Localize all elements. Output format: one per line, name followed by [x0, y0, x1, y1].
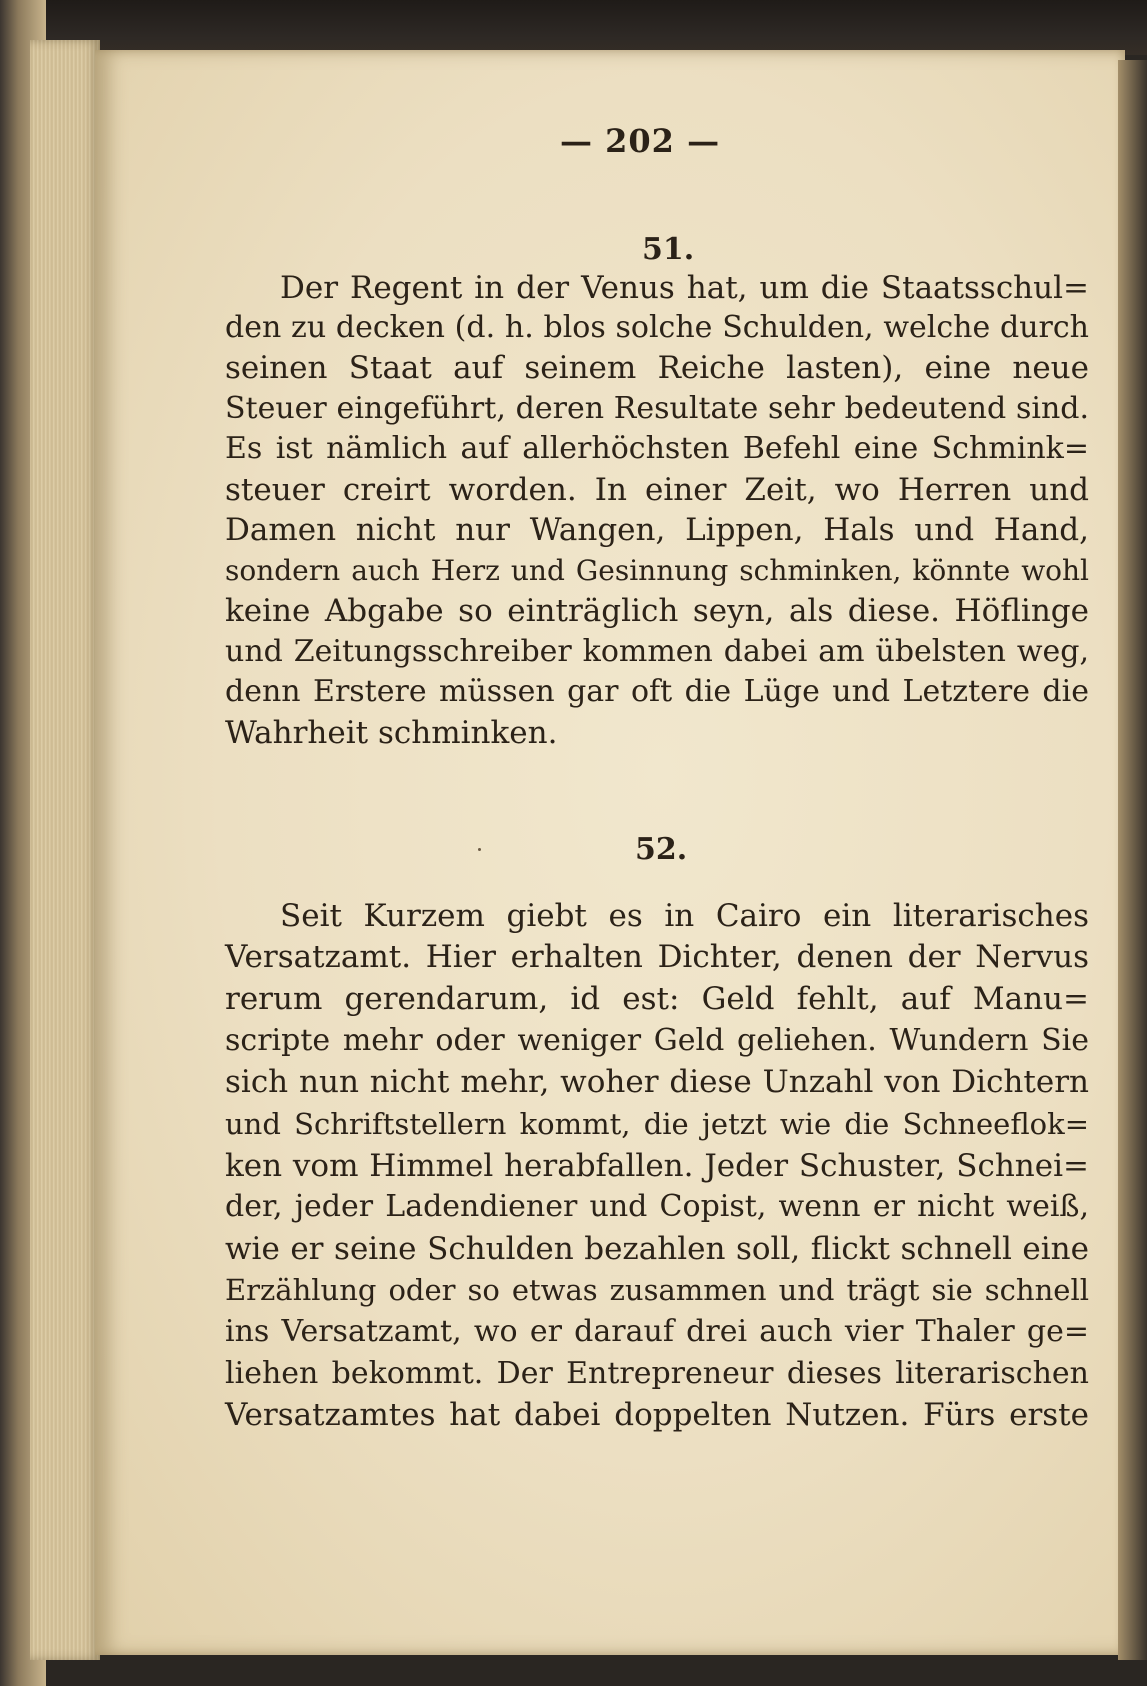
text-line: und Zeitungsschreiber kommen dabei am übelsten weg,: [225, 634, 1089, 669]
text-line: liehen bekommt. Der Entrepreneur dieses literarischen: [225, 1356, 1089, 1391]
text-line: Versatzamtes hat dabei doppelten Nutzen. Fürs erste: [225, 1397, 1089, 1433]
top-shadow: [0, 0, 1147, 55]
page-stack-edge: [30, 40, 100, 1660]
section-number-52: 52.: [635, 832, 688, 867]
text-line: ins Versatzamt, wo er darauf drei auch vier Thaler ge=: [225, 1314, 1089, 1349]
text-line: denn Erstere müssen gar oft die Lüge und Letztere die: [225, 674, 1089, 709]
text-line: Versatzamt. Hier erhalten Dichter, denen der Nervus: [225, 939, 1089, 975]
paper-speck: [478, 848, 481, 851]
text-line: Erzählung oder so etwas zusammen und trägt sie schnell: [225, 1273, 1089, 1307]
text-line: sich nun nicht mehr, woher diese Unzahl von Dichtern: [225, 1064, 1089, 1100]
right-page-edge: [1118, 60, 1147, 1660]
section-number-51: 51.: [642, 232, 695, 267]
text-line: Es ist nämlich auf allerhöchsten Befehl eine Schmink=: [225, 431, 1089, 466]
text-line: sondern auch Herz und Gesinnung schminken, könnte wohl: [225, 554, 1089, 587]
text-line: scripte mehr oder weniger Geld geliehen. Wundern Sie: [225, 1023, 1089, 1058]
text-line: ken vom Himmel herabfallen. Jeder Schuster, Schnei=: [225, 1148, 1089, 1184]
text-line: Der Regent in der Venus hat, um die Staatsschul=: [280, 270, 1089, 306]
text-line: und Schriftstellern kommt, die jetzt wie die Schneeflok=: [225, 1107, 1089, 1141]
text-line: der, jeder Ladendiener und Copist, wenn er nicht weiß,: [225, 1189, 1089, 1224]
page-number: — 202 —: [560, 122, 721, 160]
text-line: wie er seine Schulden bezahlen soll, flickt schnell eine: [225, 1231, 1089, 1267]
text-line: keine Abgabe so einträglich seyn, als diese. Höflinge: [225, 593, 1089, 629]
text-line: steuer creirt worden. In einer Zeit, wo Herren und: [225, 472, 1089, 508]
text-line: Steuer eingeführt, deren Resultate sehr bedeutend sind.: [225, 391, 1089, 426]
text-line: rerum gerendarum, id est: Geld fehlt, auf Manu=: [225, 981, 1089, 1017]
text-line: Damen nicht nur Wangen, Lippen, Hals und Hand,: [225, 512, 1089, 548]
text-line: Wahrheit schminken.: [225, 715, 558, 751]
text-line: seinen Staat auf seinem Reiche lasten), eine neue: [225, 350, 1089, 386]
text-line: den zu decken (d. h. blos solche Schulden, welche durch: [225, 310, 1089, 345]
text-line: Seit Kurzem giebt es in Cairo ein literarisches: [280, 898, 1089, 934]
